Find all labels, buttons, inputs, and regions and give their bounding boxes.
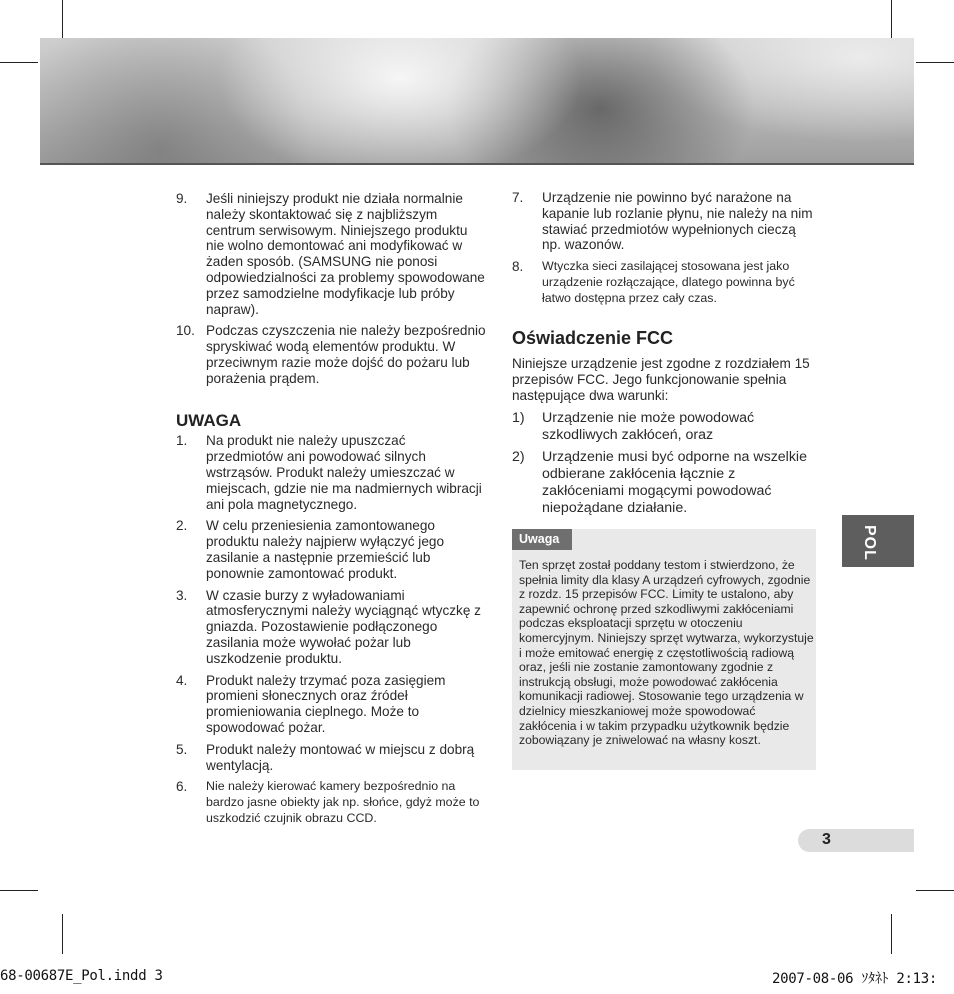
item-number: 2. (176, 518, 188, 534)
banner-divider (40, 163, 914, 165)
uwaga-list (176, 433, 486, 826)
right-column (512, 190, 818, 522)
note-text: Ten sprzęt został poddany testom i stwierdzono, że spełnia limity dla klasy A urządzeń cyfrowych, zgodnie z rozdz. 15 przepisów FCC. Limity te ustalono, aby zapewnić ochronę przed szkodliwymi zakłóceniami podczas eksploatacji sprzętu w otoczeniu komercyjnym. Niniejszy sprzęt wytwarza, wykorzystuje i może emitować energię z częstotliwością radiową oraz, jeśli nie zostanie zamontowany zgodnie z instrukcją obsługi, może powodować zakłócenia komunikacji radiowej. Stosowanie tego urządzenia w dzielnicy mieszkaniowej może spowodować zakłócenia i w takim przypadku użytkownik będzie zobowiązany je zniwelować na własny koszt. (519, 558, 814, 748)
page-number-bar (798, 829, 914, 852)
language-tab-label: POL (861, 525, 878, 561)
language-tab (842, 515, 914, 567)
item-number: 6. (176, 779, 188, 795)
item-text: Podczas czyszczenia nie należy bezpośrednio spryskiwać wodą elementów produktu. W przeciwnym razie może dojść do pożaru lub porażenia prądem. (206, 323, 486, 386)
note-box (512, 529, 816, 770)
list-item (512, 410, 818, 444)
condition-text: Urządzenie musi być odporne na wszelkie odbierane zakłócenia łącznie z zakłóceniami mogącymi powodować niepożądane działanie. (542, 448, 807, 516)
condition-number: 1) (512, 409, 525, 426)
crop-mark (891, 914, 892, 954)
item-number: 7. (512, 190, 524, 205)
condition-text: Urządzenie nie może powodować szkodliwych zakłóceń, oraz (542, 409, 755, 443)
crop-mark (0, 890, 38, 891)
note-label: Uwaga (512, 529, 572, 550)
item-number: 5. (176, 741, 188, 757)
slug-timestamp: 2007-08-06 ｿﾀﾈﾄ 2:13: (772, 971, 937, 987)
list-item (176, 433, 486, 512)
crop-mark (62, 0, 63, 38)
list-item (176, 323, 486, 386)
slug-filename: 68-00687E_Pol.indd 3 (0, 968, 163, 984)
list-item (512, 190, 818, 253)
list-item (512, 449, 818, 517)
list-item (176, 742, 486, 774)
crop-mark (62, 914, 63, 954)
safety-list-continued (176, 191, 486, 387)
page-number: 3 (822, 831, 831, 848)
item-number: 10. (176, 323, 195, 339)
crop-mark (916, 890, 954, 891)
uwaga-heading: UWAGA (176, 410, 242, 430)
list-item (176, 779, 486, 826)
item-text: Na produkt nie należy upuszczać przedmiotów ani powodować silnych wstrząsów. Produkt należy umieszczać w miejscach, gdzie nie ma nadmiernych wibracji ani pola magnetycznego. (206, 433, 482, 512)
item-text: Nie należy kierować kamery bezpośrednio na bardzo jasne obiekty jak np. słońce, gdyż może to uszkodzić czujnik obrazu CCD. (206, 779, 480, 825)
list-item (176, 518, 486, 581)
item-text: Produkt należy montować w miejscu z dobrą wentylacją. (206, 741, 475, 773)
crop-mark (916, 62, 954, 63)
list-item (512, 259, 818, 306)
list-item (176, 191, 486, 317)
item-text: Produkt należy trzymać poza zasięgiem promieni słonecznych oraz źródeł promieniowania cieplnego. Może to spowodować pożar. (206, 672, 446, 735)
item-number: 8. (512, 259, 524, 275)
header-banner-image (40, 38, 914, 165)
left-column (176, 191, 486, 833)
item-text: Jeśli niniejszy produkt nie działa normalnie należy skontaktować się z najbliższym centrum serwisowym. Niniejszego produktu nie wolno demontować ani modyfikować w żaden sposób. (SAMSUNG nie ponosi odpowiedzialności za problemy spowodowane przez samodzielne modyfikacje lub próby napraw). (206, 191, 485, 317)
item-text: W celu przeniesienia zamontowanego produktu należy najpierw wyłączyć jego zasilanie a następnie przemieścić lub ponownie zamontować produkt. (206, 518, 445, 581)
list-item (176, 673, 486, 736)
fcc-intro: Niniejsze urządzenie jest zgodne z rozdziałem 15 przepisów FCC. Jego funkcjonowanie spełnia następujące dwa warunki: (512, 356, 810, 403)
item-number: 9. (176, 191, 188, 206)
item-text: W czasie burzy z wyładowaniami atmosferycznymi należy wyciągnąć wtyczkę z gniazda. Pozostawienie podłączonego zasilania może wywołać pożar lub uszkodzenie produktu. (206, 587, 481, 666)
safety-list-right (512, 190, 818, 307)
condition-number: 2) (512, 448, 525, 465)
item-number: 1. (176, 433, 188, 449)
item-text: Wtyczka sieci zasilającej stosowana jest jako urządzenie rozłączające, dlatego powinna być łatwo dostępna przez cały czas. (542, 259, 795, 305)
fcc-conditions (512, 410, 818, 517)
item-text: Urządzenie nie powinno być narażone na kapanie lub rozlanie płynu, nie należy na nim stawiać przedmiotów wypełnionych cieczą np. wazonów. (542, 190, 813, 253)
list-item (176, 588, 486, 667)
item-number: 4. (176, 672, 188, 688)
crop-mark (891, 0, 892, 38)
fcc-heading: Oświadczenie FCC (512, 327, 674, 348)
crop-mark (0, 62, 38, 63)
item-number: 3. (176, 587, 188, 603)
